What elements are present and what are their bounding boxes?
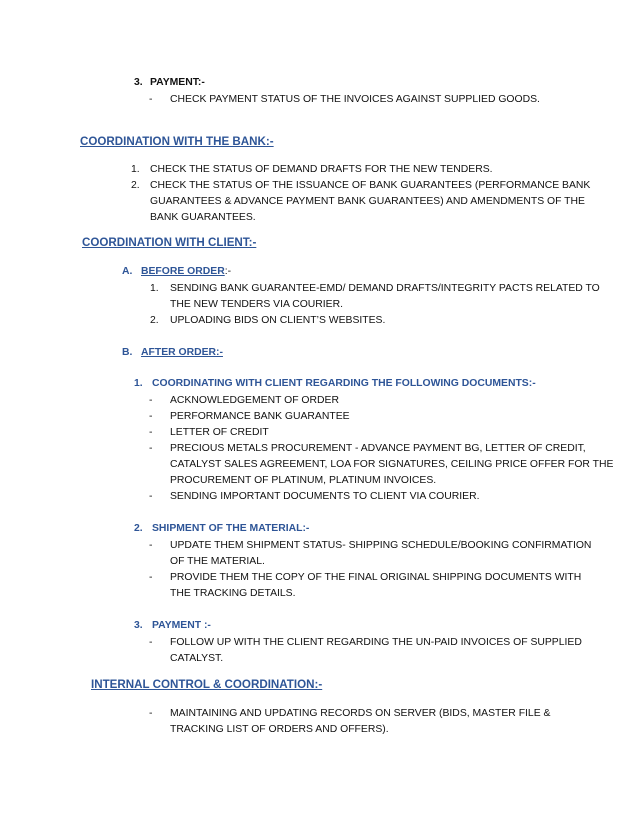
before-item-number: 1. [150, 283, 159, 294]
bullet-dash: - [149, 637, 153, 648]
bullet-dash: - [149, 94, 153, 105]
sub1-number: 1. [134, 378, 143, 389]
bullet-dash: - [149, 395, 153, 406]
sub1-item: LETTER OF CREDIT [170, 427, 269, 438]
payment-number: 3. [134, 77, 143, 88]
sub3-item: CATALYST. [170, 653, 224, 664]
before-item-line: SENDING BANK GUARANTEE-EMD/ DEMAND DRAFTS/INTEGRITY PACTS RELATED TO [170, 283, 600, 294]
before-item-number: 2. [150, 315, 159, 326]
sub2-item: THE TRACKING DETAILS. [170, 588, 296, 599]
sub1-item: PROCUREMENT OF PLATINUM, PLATINUM INVOICES. [170, 475, 437, 486]
bank-item-line: CHECK THE STATUS OF THE ISSUANCE OF BANK GUARANTEES (PERFORMANCE BANK [150, 180, 591, 191]
before-order-title: BEFORE ORDER [141, 266, 225, 277]
internal-item: MAINTAINING AND UPDATING RECORDS ON SERVER (BIDS, MASTER FILE & [170, 708, 551, 719]
internal-item: TRACKING LIST OF ORDERS AND OFFERS). [170, 724, 389, 735]
bank-heading: COORDINATION WITH THE BANK:- [80, 135, 274, 148]
bank-item-number: 2. [131, 180, 140, 191]
sub3-title: PAYMENT :- [152, 620, 211, 631]
sub1-item: PRECIOUS METALS PROCUREMENT - ADVANCE PAYMENT BG, LETTER OF CREDIT, [170, 443, 586, 454]
sub1-item: CATALYST SALES AGREEMENT, LOA FOR SIGNATURES, CEILING PRICE OFFER FOR THE [170, 459, 614, 470]
before-order-letter: A. [122, 266, 133, 277]
bullet-dash: - [149, 572, 153, 583]
payment-title: PAYMENT:- [150, 77, 205, 88]
sub2-item: PROVIDE THEM THE COPY OF THE FINAL ORIGINAL SHIPPING DOCUMENTS WITH [170, 572, 582, 583]
sub2-title: SHIPMENT OF THE MATERIAL:- [152, 523, 310, 534]
client-heading: COORDINATION WITH CLIENT:- [82, 236, 257, 249]
bullet-dash: - [149, 540, 153, 551]
before-order-suffix: :- [224, 266, 232, 277]
sub2-item: UPDATE THEM SHIPMENT STATUS- SHIPPING SCHEDULE/BOOKING CONFIRMATION [170, 540, 592, 551]
sub3-item: FOLLOW UP WITH THE CLIENT REGARDING THE UN-PAID INVOICES OF SUPPLIED [170, 637, 582, 648]
after-order-letter: B. [122, 347, 133, 358]
bank-item-line: GUARANTEES & ADVANCE PAYMENT BANK GUARANTEES) AND AMENDMENTS OF THE [150, 196, 585, 207]
bank-item-line: CHECK THE STATUS OF DEMAND DRAFTS FOR THE NEW TENDERS. [150, 164, 493, 175]
sub1-item: ACKNOWLEDGEMENT OF ORDER [170, 395, 339, 406]
bullet-dash: - [149, 427, 153, 438]
bullet-dash: - [149, 411, 153, 422]
bullet-dash: - [149, 708, 153, 719]
sub1-title: COORDINATING WITH CLIENT REGARDING THE FOLLOWING DOCUMENTS:- [152, 378, 536, 389]
before-order-heading [141, 266, 231, 277]
after-order-title: AFTER ORDER:- [141, 347, 223, 358]
sub2-item: OF THE MATERIAL. [170, 556, 265, 567]
bank-item-line: BANK GUARANTEES. [150, 212, 256, 223]
internal-heading: INTERNAL CONTROL & COORDINATION:- [91, 678, 323, 691]
bullet-dash: - [149, 491, 153, 502]
sub1-item: SENDING IMPORTANT DOCUMENTS TO CLIENT VIA COURIER. [170, 491, 480, 502]
before-item-line: THE NEW TENDERS VIA COURIER. [170, 299, 344, 310]
bullet-dash: - [149, 443, 153, 454]
sub3-number: 3. [134, 620, 143, 631]
sub2-number: 2. [134, 523, 143, 534]
payment-item: CHECK PAYMENT STATUS OF THE INVOICES AGAINST SUPPLIED GOODS. [170, 94, 540, 105]
before-item-line: UPLOADING BIDS ON CLIENT’S WEBSITES. [170, 315, 386, 326]
sub1-item: PERFORMANCE BANK GUARANTEE [170, 411, 350, 422]
bank-item-number: 1. [131, 164, 140, 175]
